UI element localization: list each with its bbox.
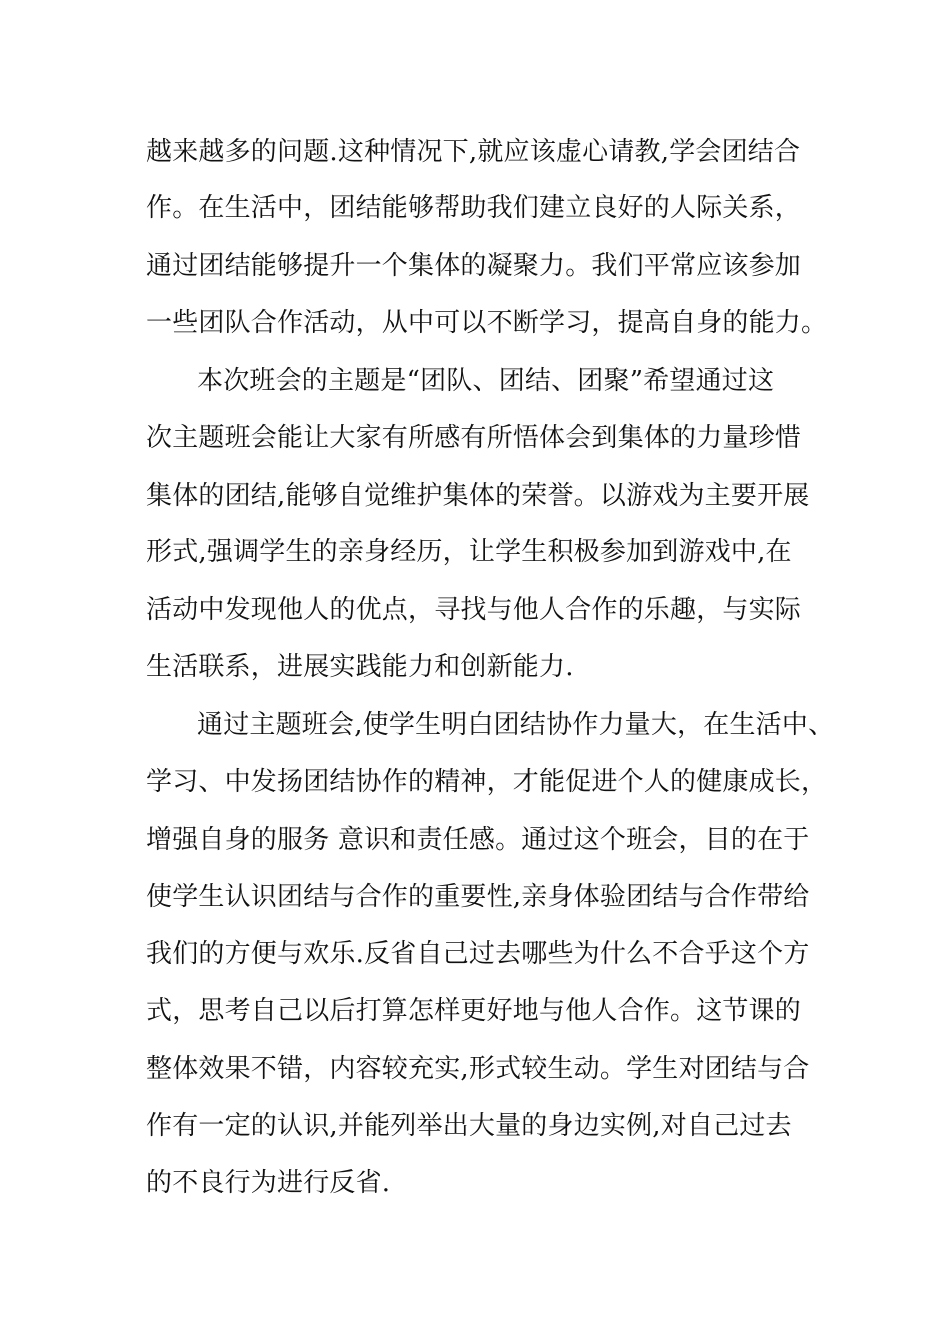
text-line: 的不良行为进行反省. — [146, 1168, 391, 1198]
text-line: 我们的方便与欢乐.反省自己过去哪些为什么不合乎这个方 — [146, 939, 810, 969]
text-line: 本次班会的主题是“团队、团结、团聚”希望通过这 — [197, 366, 775, 396]
text-line: 通过主题班会,使学生明白团结协作力量大，在生活中、 — [197, 710, 835, 740]
text-line: 通过团结能够提升一个集体的凝聚力。我们平常应该参加 — [146, 251, 802, 281]
text-line: 越来越多的问题.这种情况下,就应该虚心请教,学会团结合 — [146, 137, 801, 167]
text-line: 式，思考自己以后打算怎样更好地与他人合作。这节课的 — [146, 996, 802, 1026]
text-line: 使学生认识团结与合作的重要性,亲身体验团结与合作带给 — [146, 882, 810, 912]
text-line: 整体效果不错，内容较充实,形式较生动。学生对团结与合 — [146, 1054, 810, 1084]
text-line: 一些团队合作活动，从中可以不断学习，提高自身的能力。 — [146, 308, 828, 338]
text-line: 作。在生活中，团结能够帮助我们建立良好的人际关系， — [146, 193, 802, 223]
text-line: 学习、中发扬团结协作的精神，才能促进个人的健康成长， — [146, 767, 828, 797]
text-line: 作有一定的认识,并能列举出大量的身边实例,对自己过去 — [146, 1111, 792, 1141]
text-line: 增强自身的服务 意识和责任感。通过这个班会，目的在于 — [146, 825, 810, 855]
text-line: 活动中发现他人的优点，寻找与他人合作的乐趣，与实际 — [146, 595, 802, 625]
text-line: 形式,强调学生的亲身经历，让学生积极参加到游戏中,在 — [146, 537, 792, 567]
text-line: 生活联系，进展实践能力和创新能力. — [146, 652, 574, 682]
text-line: 集体的团结,能够自觉维护集体的荣誉。以游戏为主要开展 — [146, 481, 810, 511]
text-line: 次主题班会能让大家有所感有所悟体会到集体的力量珍惜 — [146, 423, 802, 453]
